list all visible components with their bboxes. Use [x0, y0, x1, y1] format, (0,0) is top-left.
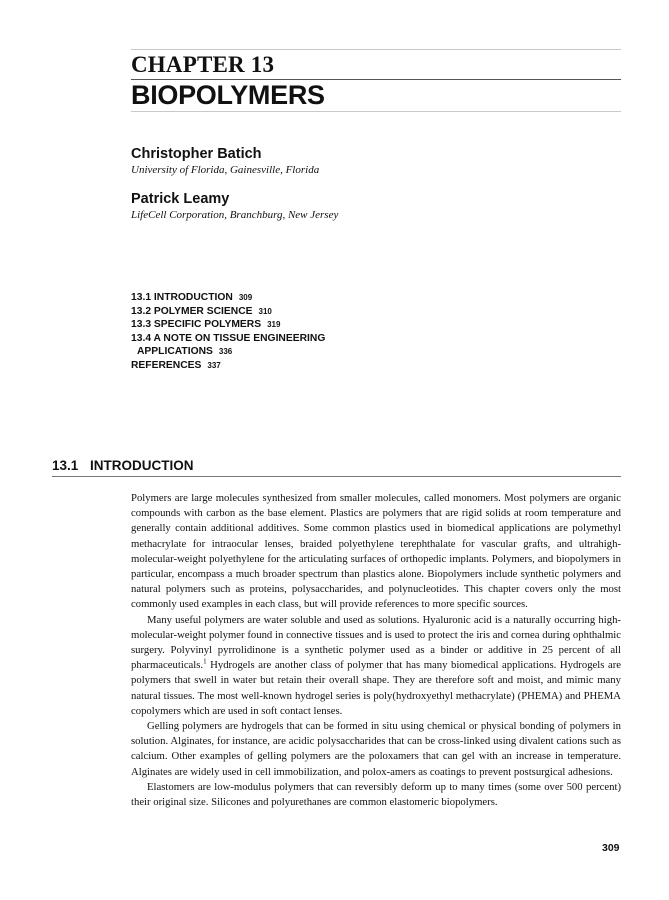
toc-entry-label: 13.1 INTRODUCTION [131, 292, 233, 303]
author-name: Patrick Leamy [131, 191, 230, 207]
section-title: INTRODUCTION [90, 458, 194, 473]
page-number: 309 [602, 842, 620, 854]
toc-entry-label: 13.3 SPECIFIC POLYMERS [131, 319, 262, 331]
toc-entry-label: 13.4 A NOTE ON TISSUE ENGINEERING [131, 332, 326, 344]
paragraph: Gelling polymers are hydrogels that can be formed in situ using chemical or physical bonding of polymers in solution. Alginates, for instance, are acidic polysaccharides that can be cross-linked using divalent cations such as calcium. Other examples of gelling polymers are the poloxamers that can gel with an increase in temperature. Alginates are widely used in cell immobilization, and polox-amers as coatings to prevent postsurgical adhesions. [131, 720, 621, 778]
toc-entry-page: 309 [238, 293, 253, 302]
toc-entry-page: 310 [258, 306, 272, 316]
paragraph: Elastomers are low-modulus polymers that can reversibly deform up to many times (some over 500 percent) their original size. Silicones and polyurethanes are common elastomeric biopolymers. [131, 780, 621, 809]
toc-entry[interactable] [131, 291, 325, 305]
author-block [131, 191, 338, 221]
toc-entry[interactable] [131, 305, 325, 319]
author-affiliation: LifeCell Corporation, Branchburg, New Jersey [131, 209, 339, 221]
body-text [131, 491, 621, 810]
author-name: Christopher Batich [131, 146, 262, 162]
author-affiliation: University of Florida, Gainesville, Florida [131, 164, 320, 176]
author-block [131, 146, 319, 176]
toc-entry[interactable] [131, 318, 325, 332]
header-rule-top [131, 49, 621, 50]
toc-entry-label-continued: APPLICATIONS [137, 346, 213, 358]
toc-entry-label: REFERENCES [131, 359, 202, 371]
toc-entry-page: 319 [267, 320, 281, 330]
header-rule-bottom [131, 111, 621, 112]
toc-entry-page: 337 [207, 360, 221, 370]
footnote-reference[interactable]: 1 [203, 657, 207, 666]
section-heading [52, 458, 194, 473]
chapter-label: CHAPTER 13 [131, 52, 275, 77]
section-number: 13.1 [52, 458, 79, 473]
paragraph: Many useful polymers are water soluble and used as solutions. Hyaluronic acid is a naturally occurring high-molecular-weight polymer found in connective tissues and is used to protect the iris and cornea during ophthalmic surgery. Polyvinyl pyrrolidinone is a synthetic polymer used as a binder or additive in 25 percent of all pharmaceuticals.$^1$ Hydrogels are another class of polymer that has many biomedical applications. Hydrogels are polymers that swell in water but retain their overall shape. They are therefore soft and moist, and mimic many natural tissues. The most well-known hydrogel series is poly(hydroxyethyl methacrylate) (PHEMA) and PHEMA copolymers which are used in soft contact lenses. [131, 613, 621, 717]
section-rule [52, 476, 621, 477]
table-of-contents [131, 291, 325, 373]
paragraph: Polymers are large molecules synthesized from smaller molecules, called monomers. Most polymers are organic compounds with carbon as the base element. Plastics are polymers that are rigid solids at room temperature and generally contain additional additives. Some common plastics used in biomedical applications are polymethyl methacrylate for intraocular lenses, braided polyethylene terephthalate for vascular grafts, and ultrahigh-molecular-weight polyethylene for the articulating surfaces of orthopedic implants. Polymers, and biopolymers in particular, encompass a much broader spectrum than plastics alone. Biopolymers include synthetic polymers and natural polymers such as proteins, polysaccharides, and polynucleotides. This chapter covers only the most commonly used examples in each class, but will provide references to more specific sources. [131, 492, 621, 611]
toc-entry[interactable] [131, 332, 325, 359]
toc-entry-label: 13.2 POLYMER SCIENCE [131, 305, 253, 317]
toc-entry-page: 336 [218, 347, 233, 357]
toc-entry[interactable] [131, 359, 325, 373]
chapter-title: BIOPOLYMERS [131, 80, 325, 110]
